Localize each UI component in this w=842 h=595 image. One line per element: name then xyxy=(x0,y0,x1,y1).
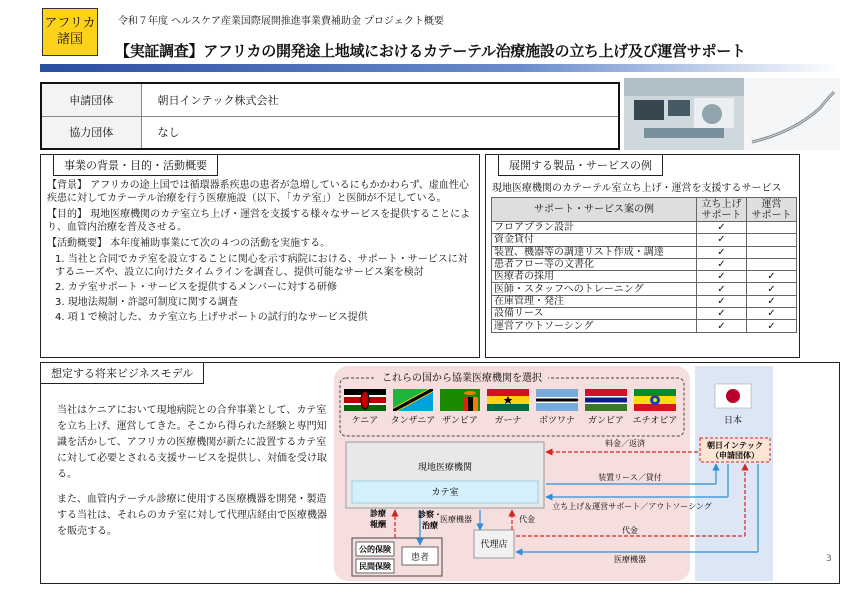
cath-lab-label: カテ室 xyxy=(431,488,459,498)
hospital-label: 現地医療機関 xyxy=(417,463,473,473)
flag-ghana-icon xyxy=(487,389,529,411)
service-name-cell: 患者フロー等の文書化 xyxy=(492,258,697,270)
setup-header-line1: 立ち上げ xyxy=(701,198,742,210)
setup-check-cell: ✓ xyxy=(697,222,747,234)
setup-check-cell: ✓ xyxy=(697,246,747,258)
service-name-cell: 医師・スタッフへのトレーニング xyxy=(492,283,697,295)
flag-japan-icon xyxy=(715,384,751,408)
partner-key: 協力団体 xyxy=(41,116,141,149)
purpose-paragraph: 【目的】 現地医療機関のカテ室立ち上げ・運営を支援する様々なサービスを提供することにより、血管内治療を普及させる。 xyxy=(47,209,471,233)
list-item: 3. 現地法規制・許認可制度に関する調査 xyxy=(55,297,238,308)
applicant-value: 朝日インテック株式会社 xyxy=(141,83,619,116)
setup-check-cell: ✓ xyxy=(697,320,747,332)
products-caption: 現地医療機関のカテーテル室立ち上げ・運営を支援するサービス xyxy=(492,183,782,194)
flag-gambia-icon xyxy=(585,389,627,411)
country-select-label: これらの国から協業医療機関を選択 xyxy=(382,373,542,384)
flag-tanzania-icon xyxy=(393,389,433,411)
list-item: 1. 当社と合同でカテ室を設立することに関心を示す病院における、サポート・サービスに対するニーズや、設立に向けたタイムラインを調査し、提供可能なサービス案を検討 xyxy=(55,254,468,278)
service-name-cell: 医療者の採用 xyxy=(492,271,697,283)
private-insurance-label: 民間保険 xyxy=(359,562,391,571)
region-tag-line2: 諸国 xyxy=(56,32,83,47)
service-name-cell: 資金貸付 xyxy=(492,234,697,246)
payment-label: 代金 xyxy=(519,515,535,524)
flag-ethiopia-icon xyxy=(634,389,676,411)
company-role: （申請団体） xyxy=(711,451,759,460)
public-insurance-label: 公的保険 xyxy=(359,545,391,554)
lease-label: 装置リース／貸付 xyxy=(598,473,662,482)
activity-paragraph: 【活動概要】 本年度補助事業にて次の４つの活動を実施する。 xyxy=(47,238,331,249)
setup-check-cell: ✓ xyxy=(697,258,747,270)
devices-label: 医療機器 xyxy=(614,555,646,564)
country-name: ケニア xyxy=(351,416,379,426)
service-name-cell: フロアプラン設計 xyxy=(492,222,697,234)
region-tag-line1: アフリカ xyxy=(44,16,96,31)
setup-check-cell: ✓ xyxy=(697,295,747,307)
distributor-label: 代理店 xyxy=(480,540,508,550)
setup-header-line2: サポート xyxy=(701,209,742,221)
products-heading: 展開する製品・サービスの例 xyxy=(498,154,663,176)
business-paragraph: 当社はケニアにおいて現地病院との合弁事業として、カテ室を立ち上げ、運営してきた。そこから得られた経験と専門知識を活かして、アフリカの医療機関が新たに設置するカテ室に対して必要とされる支援サービスを提供し、対価を受け取る。 xyxy=(57,405,327,480)
page-number: 3 xyxy=(826,554,832,564)
ops-check-cell: ✓ xyxy=(747,308,797,320)
list-item: 2. カテ室サポート・サービスを提供するメンバーに対する研修 xyxy=(55,282,338,293)
ops-check-cell: ✓ xyxy=(747,295,797,307)
japan-label: 日本 xyxy=(723,416,743,426)
fee-repayment-label: 料金／返済 xyxy=(605,439,645,448)
flag-zambia-icon xyxy=(440,389,480,411)
country-name: ガンビア xyxy=(587,416,625,426)
service-name-cell: 設備リース xyxy=(492,308,697,320)
setup-check-cell: ✓ xyxy=(697,308,747,320)
business-paragraph: また、血管内テーテル診療に使用する医療機器を開発・製造する当社は、それらのカテ室に対して代理店経由で医療機器を販売する。 xyxy=(57,494,327,537)
patient-label: 患者 xyxy=(410,553,430,563)
country-name: エチオピア xyxy=(632,416,678,426)
country-name: タンザニア xyxy=(390,416,436,426)
service-column-header: サポート・サービス案の例 xyxy=(492,198,697,222)
ops-header-line2: サポート xyxy=(751,209,792,221)
list-item: 4. 項１で検討した、カテ室立ち上げサポートの試行的なサービス提供 xyxy=(55,312,368,323)
service-name-cell: 在庫管理・発注 xyxy=(492,295,697,307)
partner-value: なし xyxy=(141,116,619,149)
support-label: 立ち上げ＆運営サポート／アウトソーシング xyxy=(552,502,712,511)
setup-check-cell: ✓ xyxy=(697,234,747,246)
setup-check-cell: ✓ xyxy=(697,283,747,295)
background-paragraph: 【背景】 アフリカの途上国では循環器系疾患の患者が急増しているにもかかわらず、虚血性心疾患に対してカテーテル治療を行う医療施設（以下、「カテ室」）と医師が不足している。 xyxy=(47,180,469,204)
company-name: 朝日インテック xyxy=(707,441,763,450)
treatment-fee-label-1: 診療 xyxy=(370,509,386,518)
page-title: 【実証調査】アフリカの開発途上地域におけるカテーテル治療施設の立ち上げ及び運営サポート xyxy=(115,42,746,60)
ops-check-cell: ✓ xyxy=(747,320,797,332)
setup-check-cell: ✓ xyxy=(697,271,747,283)
country-name: ザンビア xyxy=(442,416,478,426)
background-heading: 事業の背景・目的・活動概要 xyxy=(53,154,218,176)
program-name: 令和７年度 ヘルスケア産業国際展開推進事業費補助金 プロジェクト概要 xyxy=(118,16,444,27)
treatment-fee-label-2: 報酬 xyxy=(370,520,386,529)
consultation-label-1: 診察・ xyxy=(418,510,442,519)
ops-check-cell: ✓ xyxy=(747,283,797,295)
country-name: ボツワナ xyxy=(538,416,576,426)
consultation-label-2: 治療 xyxy=(422,521,438,530)
flag-botswana-icon xyxy=(536,389,578,411)
service-name-cell: 運営アウトソーシング xyxy=(492,320,697,332)
business-heading: 想定する将来ビジネスモデル xyxy=(40,362,204,384)
country-name: ガーナ xyxy=(494,416,522,426)
flag-kenya-icon xyxy=(344,389,386,411)
applicant-key: 申請団体 xyxy=(41,83,141,116)
service-name-cell: 装置、機器等の調達リスト作成・調達 xyxy=(492,246,697,258)
ops-check-cell: ✓ xyxy=(747,271,797,283)
payment-label: 代金 xyxy=(622,526,638,535)
ops-header-line1: 運営 xyxy=(761,198,782,210)
devices-label: 医療機器 xyxy=(440,515,472,524)
